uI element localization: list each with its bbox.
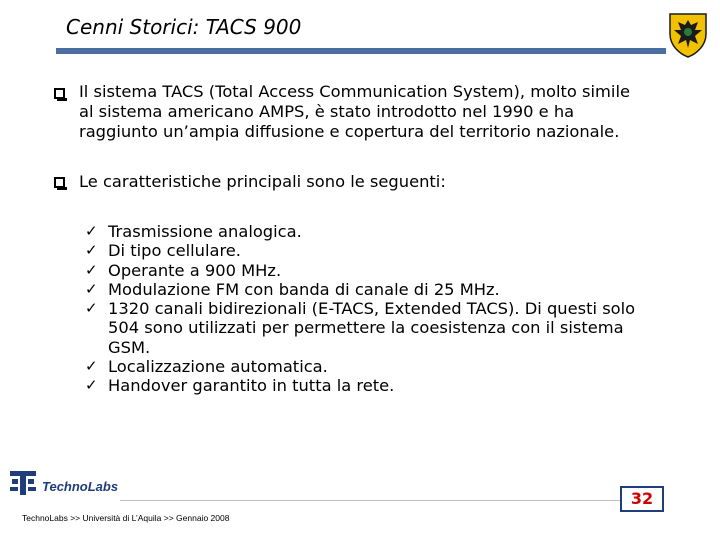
- checkmark-icon: ✓: [85, 279, 98, 298]
- feature-text: 1320 canali bidirezionali (E-TACS, Extended TACS). Di questi solo: [108, 299, 636, 319]
- feature-text: GSM.: [108, 337, 151, 357]
- features-heading: [79, 172, 699, 192]
- footer-divider: [120, 500, 620, 501]
- checkmark-icon: ✓: [85, 222, 98, 240]
- slide-title: Cenni Storici: TACS 900: [66, 15, 302, 39]
- features-heading-line: Le caratteristiche principali sono le seguenti:: [79, 172, 446, 191]
- intro-paragraph: [79, 82, 699, 142]
- list-item: [85, 299, 685, 357]
- feature-text: Operante a 900 MHz.: [108, 260, 282, 280]
- checkmark-icon: ✓: [85, 260, 98, 279]
- list-item: [85, 280, 685, 299]
- coat-of-arms-eagle-icon: [668, 12, 708, 58]
- checkmark-icon: ✓: [85, 241, 98, 260]
- checkmark-icon: ✓: [85, 376, 98, 395]
- feature-text: Handover garantito in tutta la rete.: [108, 376, 395, 396]
- feature-text: Modulazione FM con banda di canale di 25 MHz.: [108, 279, 500, 299]
- feature-text: 504 sono utilizzati per permettere la coesistenza con il sistema: [108, 318, 624, 338]
- square-bullet-icon: [54, 177, 65, 188]
- feature-text: Di tipo cellulare.: [108, 241, 241, 261]
- features-checklist: [85, 222, 685, 396]
- square-bullet-icon: [54, 88, 65, 99]
- checkmark-icon: ✓: [85, 299, 98, 318]
- intro-line: Il sistema TACS (Total Access Communication System), molto simile: [79, 82, 630, 101]
- intro-line: al sistema americano AMPS, è stato introdotto nel 1990 e ha: [79, 102, 575, 121]
- list-item: [85, 241, 685, 260]
- feature-text: Localizzazione automatica.: [108, 357, 328, 377]
- list-item: [85, 357, 685, 376]
- page-number: 32: [620, 486, 664, 512]
- logo-text: TechnoLabs: [42, 479, 119, 494]
- checkmark-icon: ✓: [85, 357, 98, 376]
- footer-text: TechnoLabs >> Università di L’Aquila >> Gennaio 2008: [22, 513, 230, 523]
- list-item: [85, 261, 685, 280]
- intro-line: raggiunto un’ampia diffusione e copertura del territorio nazionale.: [79, 122, 620, 141]
- list-item: [85, 376, 685, 395]
- title-underline-bar: [56, 48, 666, 54]
- feature-text: Trasmissione analogica.: [108, 222, 302, 241]
- technolabs-logo: [10, 469, 120, 497]
- list-item: [85, 222, 685, 241]
